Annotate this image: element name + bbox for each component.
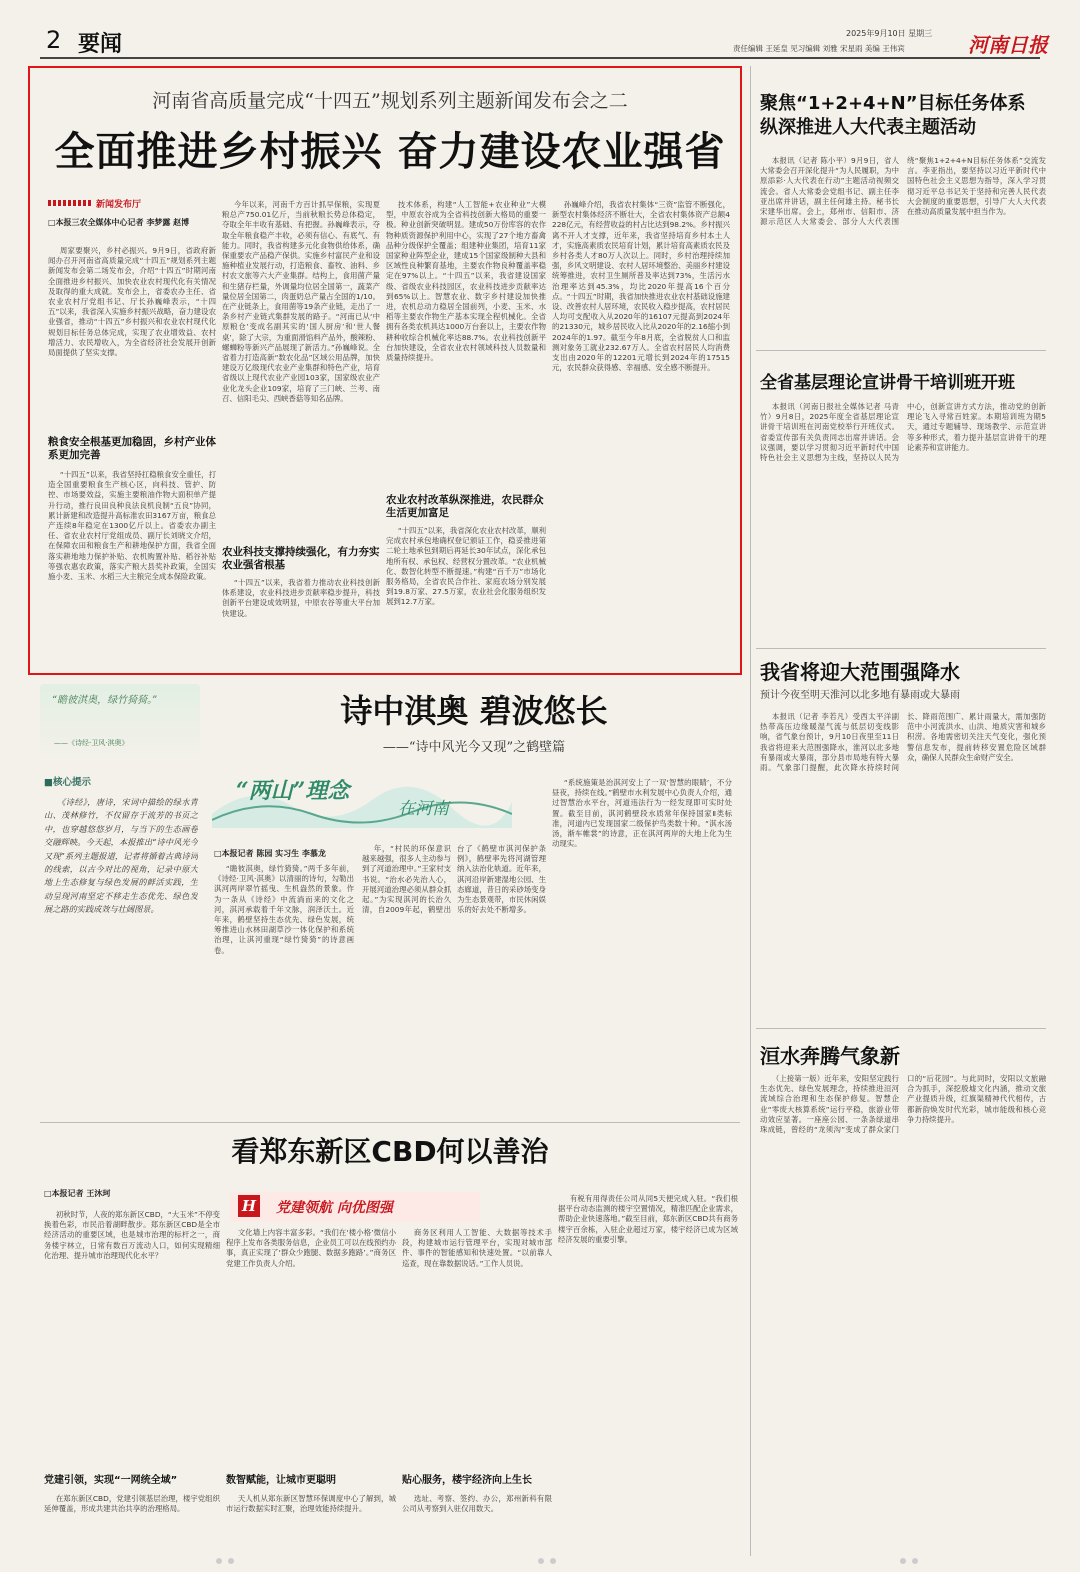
river-paragraph: （上接第一版）近年来，安阳坚定践行生态优先、绿色发展理念，持续推进洹河流域综合治理和生态保护修复。智慧企业“零废大核算系统”运行平稳，旅游业带动效应显著。一座座公园、一条条绿道串珠成链，曾经的“龙须沟”变成了群众家门口的“后花园”。与此同时，安阳以文旅融合为抓手，深挖殷墟文化内涵，推动文旅产业提质升级，红旗渠精神代代相传，古都新韵焕发时代光彩，城市能级和核心竞争力持续提升。 [760, 1074, 1046, 1135]
lead-paragraph: 周家要聚兴，乡村必振兴。9月9日，省政府新闻办召开河南省高质量完成“十四五”规划系列主题新闻发布会第二场发布会，介绍“十四五”时期河南全面推进乡村振兴、加快农业农村现代化有关情况及取得的重大成就。发布会上，省委农办主任、省农业农村厅党组书记、厅长孙巍峰表示，“十四五”以来，我省深入实施乡村振兴战略，奋力建设农业强省，推动“十四五”乡村振兴和农业农村现代化规划目标任务总体完成，实现了农业增效益、农村增活力、农民增收入，为全省经济社会发展开创新局面提供了坚实支撑。 [48, 246, 216, 358]
banner-h-icon: H [238, 1195, 260, 1217]
poem-sidebar [40, 684, 200, 1100]
two-mountains-banner [212, 762, 512, 828]
poem-quote: “瞻彼淇奥，绿竹猗猗。” [52, 695, 158, 706]
poem-paragraph: 年，“村民的环保意识越来越强，很多人主动参与到了河道治理中。”王家村支书说。“治水必先治人心，开展河道治理必须从群众抓起。”为实现淇河的长治久清，自2009年起，鹤壁出台了《鹤壁市淇河保护条例》，鹤壁率先将河湖管理纳入法治化轨道。近年来，淇河沿岸新建湿地公园、生态廊道，昔日的采砂场变身为生态景观带，市民休闲娱乐的好去处不断增多。 [362, 844, 546, 915]
masthead-rule [40, 57, 1040, 59]
training-paragraph: 本报讯（河南日报社全媒体记者 马青竹）9月8日，2025年度全省基层理论宣讲骨干培训班在河南党校举行开班仪式。省委宣传部有关负责同志出席并讲话。会议强调，要以学习贯彻习近平新时代中国特色社会主义思想为主线，坚持以人民为中心，创新宣讲方式方法，推动党的创新理论飞入寻常百姓家。本期培训班为期5天，通过专题辅导、现场教学、示范宣讲等多种形式，着力提升基层宣讲骨干的理论素养和宣讲能力。 [760, 402, 1046, 463]
poem-column-3 [552, 696, 732, 1114]
cbd-paragraph: 天人机从郑东新区智慧环保调度中心了解到，城市运行数据实时汇聚，治理效能持续提升。 [226, 1494, 396, 1514]
news-release-tag [48, 197, 208, 211]
cbd-paragraph: 商务区利用人工智能、大数据等技术手段，构建城市运行管理平台，实现对城市部件、事件的智能感知和快速处置。“以前靠人巡查，现在靠数据说话。”工作人员说。 [402, 1228, 552, 1268]
page-number: 2 [46, 26, 62, 54]
river-body [760, 1074, 1046, 1544]
banner-quote: “两山”理念 [236, 778, 350, 804]
footer-dots [0, 1556, 1080, 1566]
npc-paragraph: 本报讯（记者 陈小平）9月9日，省人大常委会召开深化提升“为人民履职，为中原添彩·人大代表在行动”主题活动视频交流会。省人大常委会党组书记、副主任李亚出席并讲话，副主任何雄主持。秘书长宋建华出席。会上，郑州市、信阳市、济源示范区人大常委会、部分人大代表围绕“聚焦1+2+4+N目标任务体系”交流发言。李亚指出，要坚持以习近平新时代中国特色社会主义思想为指导，深入学习贯彻习近平总书记关于坚持和完善人民代表大会制度的重要思想，引导广大人大代表在推动高质量发展中担当作为。 [760, 156, 1046, 227]
npc-headline: 聚焦“1+2+4+N”目标任务体系 纵深推进人大代表主题活动 [760, 93, 1026, 138]
npc-body [760, 156, 1046, 340]
lead-paragraph: 孙巍峰介绍，我省农村集体“三资”监管不断强化，新型农村集体经济不断壮大，全省农村集体资产总额4228亿元，有经营收益的村占比达到98.2%。乡村振兴离不开人才支撑，近年来，我省坚持培育乡村本土人才，实施高素质农民培育计划，累计培育高素质农民及乡村各类人才80万人次以上。同时，乡村治理持续加强，乡风文明建设、农村人居环境整治、美丽乡村建设统筹推进，农村卫生厕所普及率达到73%，生活污水治理率达到45.3%，均比2020年提高16个百分点。“十四五”时期，我省加快推进农业农村基础设施建设、改善农村人居环境，农民收入稳步提高，农村居民人均可支配收入从2020年的16107元提高到2024年的21330元，城乡居民收入比从2020年的2.16缩小到2024年的1.97。截至今年8月底，全省脱贫人口和监测对象务工就业232.67万人。全省农村居民人均消费支出由2020年的12201元增长到2024年的17515元，农民群众获得感、幸福感、安全感不断提升。 [552, 200, 730, 373]
weather-headline: 我省将迎大范围强降水 [760, 660, 960, 684]
cbd-paragraph: 选址、考察、签约、办公，郑州新科有限公司从考察到入驻仅用数天。 [402, 1494, 552, 1514]
cbd-paragraph: 初秋时节，人夜的郑东新区CBD，“大玉米”不停变换着色彩，市民沿着湖畔散步。郑东新区CBD是全市经济活动的重要区域，也是城市治理的标杆之一，商务楼宇林立，日常有数百万流动人口，如何实现精细化治理、提升城市治理现代化水平？ [44, 1210, 220, 1260]
lead-column-2b [222, 578, 380, 650]
cbd-column-2b [226, 1494, 396, 1550]
banner-text: 党建领航 向优图强 [276, 1200, 393, 1216]
lead-paragraph: “十四五”以来，我省坚持扛稳粮食安全重任，打造全国重要粮食生产核心区，向科技、管护、防控、市场要效益，实施主要粮油作物大面积单产提升行动，推行良田良种良法良机良制“五良”协同，累计新建和改造提升高标准农田3167万亩，粮食总产连续8年稳定在1300亿斤以上。省委农办副主任、省农业农村厅党组成员、副厅长刘晓文介绍，在保障农田和粮食生产和耕地保护方面，我省全面落实耕地地力保护补贴、农机购置补贴、稻谷补贴等强农惠农政策，落实产粮大县奖补政策，全国实施小麦、玉米、水稻三大主粮完全成本保险政策。 [48, 470, 216, 582]
cbd-subheading-2: 数智赋能，让城市更聪明 [226, 1475, 336, 1486]
lead-column-4 [552, 200, 730, 650]
cbd-paragraph: 有税有用得责任公司从同5天便完成入驻。“我们根据平台动态监测的楼宇空置情况，精准匹配企业需求，帮助企业快速落地。”截至目前，郑东新区CBD共有商务楼宇百余栋，入驻企业超过万家，楼宇经济已成为区域经济发展的重要引擎。 [558, 1194, 738, 1244]
divider [756, 648, 1046, 649]
dot-icon [216, 1558, 222, 1564]
core-tip-body: 《诗经》，唐诗，宋词中描绘的绿水青山、茂林修竹，不仅留存于流芳的书页之中，也穿越悠悠岁月，与当下的生态画卷交融辉映。今天起，本报推出“诗中风光今又现”系列主题报道，记者将循着古典诗词的线索，以古今对比的视角，记录中原大地上生态修复与绿色发展的鲜活实践，生动呈现河南坚定不移走生态优先、绿色发展之路的实践成效与壮阔图景。 [44, 797, 198, 915]
lead-column-1b [48, 470, 216, 650]
poem-paragraph: “系统施策是治淇河安上了一双‘智慧的眼睛’，不分昼夜，持续在线。”鹤壁市水利发展中心负责人介绍，通过智慧治水平台，河道违法行为一经发现即可实时处置。截至目前，淇河鹤壁段水质常年保持国家Ⅱ类标准，河道内已发现国家二级保护鸟类数十种。“淇水汤汤，渐车帷裳”的诗意，正在淇河两岸的大地上化为生动现实。 [552, 778, 732, 849]
lead-kicker: 河南省高质量完成“十四五”规划系列主题新闻发布会之二 [152, 90, 628, 112]
banner-sub: 在河南 [398, 799, 449, 819]
poem-headline: 诗中淇奥 碧波悠长 [340, 692, 608, 730]
cbd-column-3 [402, 1228, 552, 1470]
cbd-column-3b [402, 1494, 552, 1550]
cbd-subheading-1: 党建引领，实现“一网统全域” [44, 1475, 178, 1486]
paper-logo: 河南日报 [968, 33, 1048, 57]
tag-label: 新闻发布厅 [96, 200, 142, 210]
core-tip-label: ■核心提示 [44, 777, 91, 788]
lead-paragraph: 今年以来，河南千方百计抓早保粮，实现夏粮总产750.01亿斤，当前秋粮长势总体稳定，夺取全年丰收有基础、有把握。孙巍峰表示，夺取全年粮食稳产丰收，必须有信心、有底气、有能力。同时，我省构建多元化食物供给体系，确保重要农产品稳产保供。实施乡村富民产业和设施种植业发展行动，打造粮食、畜牧、油料、乡村农文旅等六大产业集群。结构上，食用菌产量和生猪存栏量，外调量均位居全国第一，蔬菜产量位居全国第二，肉蛋奶总产量占全国的1/10。在产业链条上，食用菌等19条产业链，走出了一条乡村产业链式集群发展的路子。“河南已从‘中原粮仓’变成名副其实的‘国人厨房’和‘世人餐桌’，除了大宗，为重面滑馅料产品外，酸辣粉、螺蛳粉等新兴产品展现了新活力。”孙巍峰说。全省着力打造高新“数农化品”区域公用品牌，加快建设万亿级现代农业产业集群和特色产业，培育省级以上现代农业产业园103家，国家级农业产业化龙头企业109家，培育了三门峡、兰考、南召、信阳毛尖、西峡香菇等知名品牌。 [222, 200, 380, 403]
cbd-column-1 [44, 1210, 220, 1470]
training-headline: 全省基层理论宣讲骨干培训班开班 [760, 373, 1015, 393]
dot-icon [538, 1558, 544, 1564]
weather-subheadline: 预计今夜至明天淮河以北多地有暴雨或大暴雨 [760, 690, 960, 701]
section-name: 要闻 [78, 32, 123, 57]
lead-column-2 [222, 200, 380, 540]
cbd-byline: □本报记者 王沐珂 [44, 1189, 111, 1198]
dot-icon [550, 1558, 556, 1564]
column-divider [750, 66, 751, 1556]
editors-line: 责任编辑 王延皇 见习编辑 刘雅 宋星雨 美编 王伟宾 [733, 44, 905, 53]
lead-paragraph: “十四五”以来，我省着力推动农业科技创新体系建设，农业科技进步贡献率稳步提升，科技创新平台建设成效明显，中原农谷等重大平台加快建设。 [222, 578, 380, 618]
masthead [0, 0, 1080, 58]
tag-marker-icon [48, 200, 92, 206]
lead-byline: □本报三农全媒体中心记者 李梦露 赵博 [48, 218, 190, 227]
poem-quote-source: ——《诗经·卫风·淇奥》 [54, 739, 129, 747]
poem-paragraph: “瞻彼淇奥，绿竹猗猗。”两千多年前，《诗经·卫风·淇奥》以清丽的诗句，勾勒出淇河两岸翠竹摇曳、生机盎然的景象。作为一条从《诗经》中流淌而来的文化之河，淇河承载着千年文脉，润泽沃土。近年来，鹤壁坚持生态优先、绿色发展，统筹推进山水林田湖草沙一体化保护和系统治理，让淇河重现“绿竹猗猗”的诗意画卷。 [214, 864, 354, 955]
lead-column-1 [48, 246, 216, 431]
river-headline: 洹水奔腾气象新 [760, 1044, 900, 1068]
cbd-headline: 看郑东新区CBD何以善治 [231, 1135, 549, 1168]
lead-headline: 全面推进乡村振兴 奋力建设农业强省 [54, 129, 726, 175]
lead-paragraph: 技术体系，构建“人工智能+农业种业”大模型，中原农谷成为全省科技创新大格局的重要一极。种业创新突破明显。建成50万份库容的农作物种质资源保护利用中心，实现了27个地方畜禽品种分级保护全覆盖；组建种业集团，培育11家国家种业阵型企业，建成15个国家级制种大县和区域性良种繁育基地，主要农作物良种覆盖率稳定在97%以上。“十四五”以来，我省建设国家级、省级农业科技园区，农业科技进步贡献率达到65%以上。智慧农业、数字乡村建设加快推进，农机总动力稳居全国前列，小麦、玉米、水稻等主要农作物生产基本实现全程机械化。全省拥有各类农机具达1000万台套以上，主要农作物耕种收综合机械化率达88.7%。农业科技创新平台加快建设，全省农业农村领域科技人员数量和质量持续提升。 [386, 200, 546, 363]
dot-icon [228, 1558, 234, 1564]
weather-paragraph: 本报讯（记者 李若凡）受西太平洋副热带高压边缘暖湿气流与低层切变线影响，省气象台预计，9月10日夜里至11日我省将迎来大范围强降水，淮河以北多地有暴雨或大暴雨，部分县市局地有特大暴雨。气象部门提醒，此次降水持续时间长、降雨范围广、累计雨量大，需加强防范中小河流洪水、山洪、地质灾害和城乡积涝。各地需密切关注天气变化，强化预警信息发布，提前转移安置危险区域群众，确保人民群众生命财产安全。 [760, 712, 1046, 773]
dot-icon [900, 1558, 906, 1564]
poem-column-2 [362, 844, 546, 1114]
party-building-banner [230, 1192, 480, 1222]
lead-paragraph: “十四五”以来，我省深化农业农村改革，顺利完成农村承包地确权登记颁证工作，稳妥推进第二轮土地承包到期后再延长30年试点，深化承包地所有权、承包权、经营权分置改革。“农业机械化、数智化转型不断提速。”构建“百千万”市场化服务格局，全省农民合作社、家庭农场分别发展到19.8万家、27.5万家，农业社会化服务组织发展到12.7万家。 [386, 526, 546, 607]
cbd-paragraph: 在郑东新区CBD，党建引领基层治理，楼宇党组织延伸覆盖，形成共建共治共享的治理格局。 [44, 1494, 220, 1514]
cbd-paragraph: 文化墙上内容丰富多彩。“我们在‘楼小格’微信小程序上发布各类服务信息，企业员工可以在线预约办事，真正实现了‘群众少跑腿、数据多跑路’。”商务区党建工作负责人介绍。 [226, 1228, 396, 1268]
cbd-subheading-3: 贴心服务，楼宇经济向上生长 [402, 1475, 532, 1486]
dot-icon [912, 1558, 918, 1564]
cbd-column-2 [226, 1228, 396, 1470]
cbd-column-1b [44, 1494, 220, 1550]
issue-date: 2025年9月10日 星期三 [846, 29, 933, 38]
divider [40, 1122, 740, 1123]
cbd-column-4 [558, 1194, 738, 1550]
lead-column-3b [386, 526, 546, 650]
poem-byline: □本报记者 陈园 实习生 李慕龙 [214, 849, 326, 858]
poem-subheadline: ——“诗中风光今又现”之鹤壁篇 [382, 740, 566, 755]
lead-column-3 [386, 200, 546, 482]
lead-subheading-3: 农业农村改革纵深推进，农民群众生活更加富足 [386, 494, 544, 519]
poem-column-1 [214, 864, 354, 1114]
lead-subheading-1: 粮食安全根基更加稳固，乡村产业体系更加完善 [48, 436, 216, 461]
training-body [760, 402, 1046, 640]
lead-subheading-2: 农业科技支撑持续强化，有力夯实农业强省根基 [222, 546, 380, 571]
divider [756, 350, 1046, 351]
weather-body [760, 712, 1046, 1020]
divider [756, 1028, 1046, 1029]
